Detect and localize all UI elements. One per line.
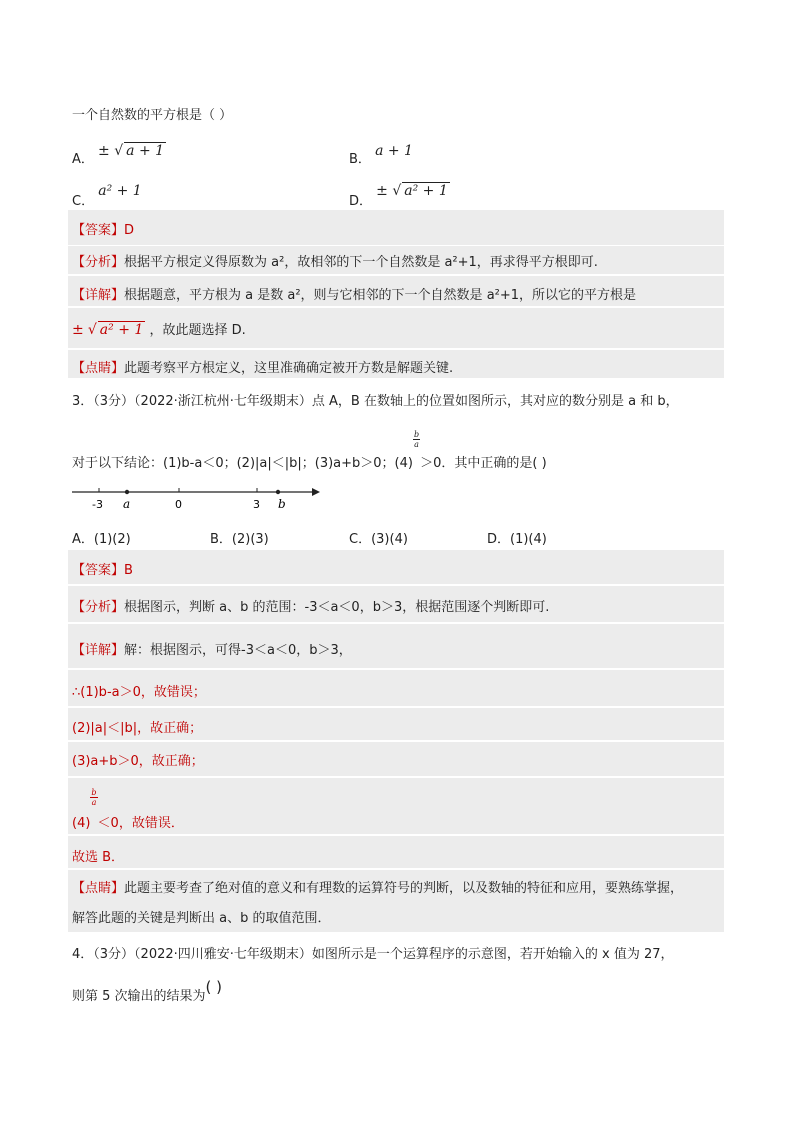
question-stem: 一个自然数的平方根是（ ） <box>72 108 233 123</box>
q3-step1: ∴(1)b-a＞0，故错误； <box>72 685 206 700</box>
q4-stem: 则第 5 次输出的结果为( ) <box>72 978 223 1004</box>
q3-answer-line: 【答案】B <box>72 563 133 578</box>
q3-conclusion-bar <box>68 836 724 868</box>
q3-comment-line: 【点睛】此题主要考查了绝对值的意义和有理数的运算符号的判断，以及数轴的特征和应用，要熟练掌握， <box>72 881 684 896</box>
label-minus3: -3 <box>92 498 103 511</box>
detail-line-2: ± √ a² + 1 ，故此题选择 D. <box>72 322 246 338</box>
option-b-math: a + 1 <box>375 143 413 159</box>
axis-arrow <box>312 488 320 496</box>
label-3: 3 <box>253 498 260 511</box>
q3-detail-line: 【详解】解：根据图示，可得-3＜a＜0，b＞3， <box>72 643 352 658</box>
number-line <box>72 482 332 514</box>
option-c: C． a² + 1 <box>72 183 142 209</box>
option-d: D． ± √ a² + 1 <box>349 183 448 209</box>
analysis-line: 【分析】根据平方根定义得原数为 a²，故相邻的下一个自然数是 a²+1，再求得平方根即可. <box>72 255 598 270</box>
q3-conclusion: 故选 B． <box>72 850 125 865</box>
point-a <box>125 490 129 494</box>
q3-step4: (4) $\frac{b}{a}$ ＜0，故错误． <box>72 788 184 831</box>
q3-option-d: D．(1)(4) <box>487 532 547 547</box>
q3-option-b: B．(2)(3) <box>210 532 269 547</box>
q3-answer-bar <box>68 550 724 584</box>
answer-bar <box>68 210 724 245</box>
option-c-math: a² + 1 <box>98 183 142 199</box>
point-b <box>276 490 280 494</box>
label-b: b <box>278 497 286 511</box>
q3-option-a: A．(1)(2) <box>72 532 131 547</box>
detail-line: 【详解】根据题意，平方根为 a 是数 a²，则与它相邻的下一个自然数是 a²+1，所以它的平方根是 <box>72 288 637 303</box>
answer-line: 【答案】D <box>72 223 135 238</box>
comment-line: 【点睛】此题考察平方根定义，这里准确确定被开方数是解题关键. <box>72 361 454 376</box>
option-a: A． ± √ a + 1 <box>72 143 165 167</box>
option-d-math: ± √ a² + 1 <box>376 183 448 199</box>
q3-step2: (2)|a|＜|b|，故正确； <box>72 721 203 736</box>
option-b: B． a + 1 <box>349 143 413 167</box>
q3-analysis-line: 【分析】根据图示，判断 a、b 的范围：-3＜a＜0，b＞3，根据范围逐个判断即可. <box>72 600 550 615</box>
q3-step3: (3)a+b＞0，故正确； <box>72 754 204 769</box>
q4-header: 4．（3分）（2022·四川雅安·七年级期末）如图所示是一个运算程序的示意图，若开始输入的 x 值为 27， <box>72 947 674 962</box>
label-a: a <box>123 497 131 511</box>
q3-comment-line-2: 解答此题的关键是判断出 a、b 的取值范围． <box>72 911 331 926</box>
q3-step4-fraction: $\frac{b}{a}$ <box>91 788 97 807</box>
q3-fraction: $\frac{b}{a}$ <box>413 430 420 449</box>
option-a-math: ± √ a + 1 <box>98 143 165 159</box>
q3-option-c: C．(3)(4) <box>349 532 408 547</box>
q3-header: 3．（3分）（2022·浙江杭州·七年级期末）点 A，B 在数轴上的位置如图所示，其对应的数分别是 a 和 b， <box>72 394 679 409</box>
q3-stem: 对于以下结论：(1)b-a＜0；(2)|a|＜|b|；(3)a+b＞0；(4) $\frac{b}{a}$ ＞0．其中正确的是( ) <box>72 430 547 471</box>
label-0: 0 <box>175 498 182 511</box>
